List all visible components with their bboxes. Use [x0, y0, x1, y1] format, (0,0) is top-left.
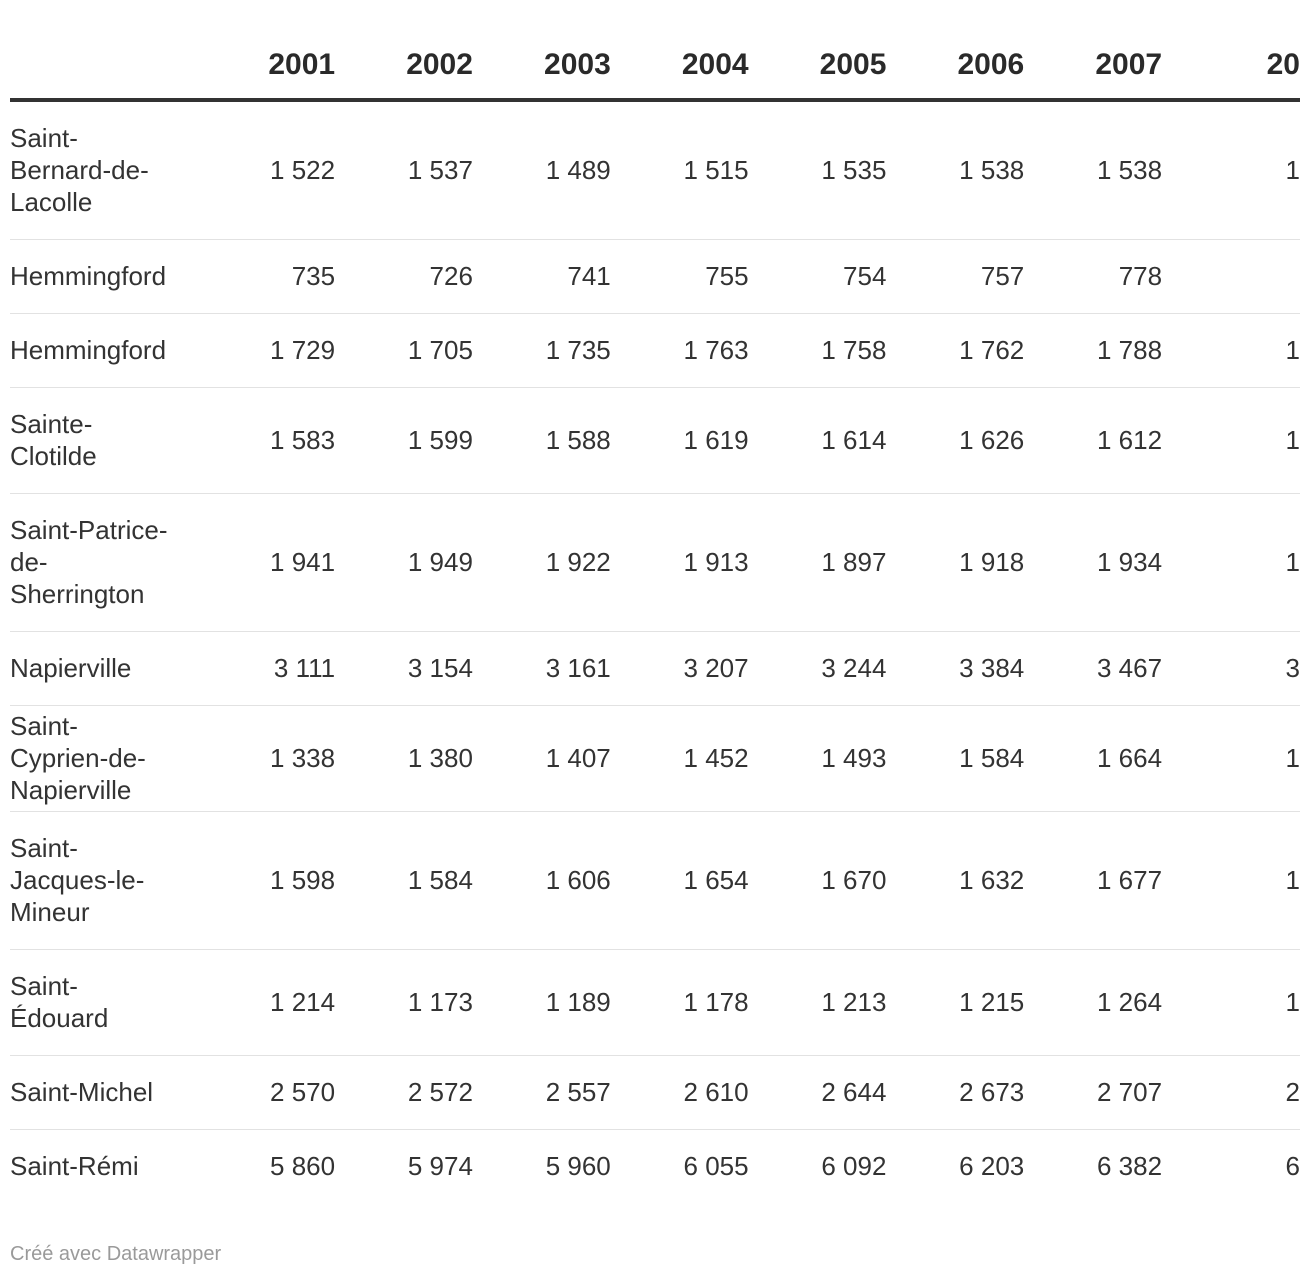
- population-value: 5 974: [407, 1151, 473, 1182]
- population-value: 755: [611, 239, 749, 313]
- population-value: 754: [749, 239, 887, 313]
- column-header-year: 2002: [335, 0, 473, 100]
- population-value: 1 918: [886, 493, 1024, 631]
- municipality-name: Saint-Patrice-de-Sherrington: [10, 493, 197, 631]
- population-value: 6 055: [683, 1151, 749, 1182]
- population-value: 2 557: [473, 1055, 611, 1129]
- population-value: 1 949: [335, 493, 473, 631]
- municipality-name: Saint-Jacques-le-Mineur: [10, 811, 197, 949]
- table-row: [10, 705, 1300, 811]
- population-value: 1 338: [197, 705, 335, 811]
- population-value: 1 584: [335, 811, 473, 949]
- population-value: 726: [335, 239, 473, 313]
- population-value: 1 264: [1024, 949, 1162, 1055]
- population-value: 1 612: [1024, 387, 1162, 493]
- population-value: 1 493: [749, 705, 887, 811]
- population-value: 3 244: [749, 631, 887, 705]
- column-header-year: 2003: [473, 0, 611, 100]
- header-row: [10, 0, 1300, 100]
- table-row: [10, 387, 1300, 493]
- table-row: [10, 811, 1300, 949]
- population-value: 1: [1162, 811, 1300, 949]
- population-value: 1 654: [611, 811, 749, 949]
- population-value: 741: [473, 239, 611, 313]
- column-header-year: 2005: [749, 0, 887, 100]
- datawrapper-credit[interactable]: Créé avec Datawrapper: [10, 1243, 222, 1265]
- population-value: 1 599: [335, 387, 473, 493]
- municipality-name: Saint-Édouard: [10, 949, 197, 1055]
- municipality-name: Saint-Michel: [10, 1055, 197, 1129]
- population-value: 1 705: [335, 313, 473, 387]
- population-value: 6 203: [959, 1151, 1025, 1182]
- population-table: [10, 0, 1300, 1203]
- population-value: 1 522: [197, 100, 335, 239]
- table-row: [10, 1129, 1300, 1203]
- population-value: 3 467: [1024, 631, 1162, 705]
- municipality-name: Saint-Bernard-de-Lacolle: [10, 100, 197, 239]
- population-value: 778: [1024, 239, 1162, 313]
- population-value: 1 598: [197, 811, 335, 949]
- column-header-municipality: [10, 0, 197, 100]
- municipality-name: Hemmingford: [10, 239, 197, 313]
- population-value: 1: [1162, 949, 1300, 1055]
- population-value: 1 189: [473, 949, 611, 1055]
- population-value: 1 213: [749, 949, 887, 1055]
- population-value: 1 538: [886, 100, 1024, 239]
- population-value: 1 626: [886, 387, 1024, 493]
- table-row: [10, 239, 1300, 313]
- population-value: 6 092: [821, 1151, 887, 1182]
- population-value: 5 960: [545, 1151, 611, 1182]
- population-value: 3 111: [197, 631, 335, 705]
- population-value: 1 758: [749, 313, 887, 387]
- population-value: 2 644: [749, 1055, 887, 1129]
- population-value: 3 384: [886, 631, 1024, 705]
- population-value: 1 670: [749, 811, 887, 949]
- column-header-year: 2006: [886, 0, 1024, 100]
- population-value: 1 922: [473, 493, 611, 631]
- population-value: 1: [1162, 493, 1300, 631]
- population-value: 1 584: [886, 705, 1024, 811]
- population-value: 5 860: [270, 1151, 336, 1182]
- population-value: 1 535: [749, 100, 887, 239]
- population-value: 1: [1162, 100, 1300, 239]
- population-value: 1 515: [611, 100, 749, 239]
- population-value: 1 588: [473, 387, 611, 493]
- population-value: 3 207: [611, 631, 749, 705]
- population-value: 1 632: [886, 811, 1024, 949]
- population-value: [1162, 239, 1300, 313]
- population-value: 1 489: [473, 100, 611, 239]
- population-value: 1 788: [1024, 313, 1162, 387]
- population-value: 2 673: [886, 1055, 1024, 1129]
- column-header-year: 20: [1162, 0, 1300, 100]
- population-value: 1 934: [1024, 493, 1162, 631]
- population-value: 1 215: [886, 949, 1024, 1055]
- population-value: 2 610: [611, 1055, 749, 1129]
- column-header-year: 2001: [197, 0, 335, 100]
- data-table-container[interactable]: [10, 0, 1300, 1203]
- population-value: 1 583: [197, 387, 335, 493]
- municipality-name: Saint-Cyprien-de-Napierville: [10, 705, 197, 811]
- population-value: 3 154: [335, 631, 473, 705]
- population-value: 1 407: [473, 705, 611, 811]
- municipality-name: Sainte-Clotilde: [10, 387, 197, 493]
- population-value: 3: [1162, 631, 1300, 705]
- population-value: 1 178: [611, 949, 749, 1055]
- table-row: [10, 631, 1300, 705]
- table-row: [10, 1055, 1300, 1129]
- population-value: 1 452: [611, 705, 749, 811]
- population-value: 735: [197, 239, 335, 313]
- population-value: 1 537: [335, 100, 473, 239]
- municipality-name: Hemmingford: [10, 313, 197, 387]
- table-row: [10, 100, 1300, 239]
- population-value: 1: [1162, 313, 1300, 387]
- table-row: [10, 493, 1300, 631]
- population-value: 1 897: [749, 493, 887, 631]
- population-value: 1 664: [1024, 705, 1162, 811]
- population-value: 1 380: [335, 705, 473, 811]
- table-row: [10, 313, 1300, 387]
- population-value: 3 161: [473, 631, 611, 705]
- municipality-name: Napierville: [10, 631, 197, 705]
- population-value: 1 538: [1024, 100, 1162, 239]
- population-value: 1 762: [886, 313, 1024, 387]
- municipality-name: Saint-Rémi: [10, 1151, 139, 1182]
- population-value: 1 941: [197, 493, 335, 631]
- population-value: 1 606: [473, 811, 611, 949]
- population-value: 1 173: [335, 949, 473, 1055]
- population-value: 1: [1162, 705, 1300, 811]
- population-value: 1 677: [1024, 811, 1162, 949]
- population-value: 1 735: [473, 313, 611, 387]
- population-value: 1 214: [197, 949, 335, 1055]
- population-value: 1 614: [749, 387, 887, 493]
- population-value: 6 382: [1097, 1151, 1163, 1182]
- table-row: [10, 949, 1300, 1055]
- table-body: [10, 100, 1300, 1203]
- population-value: 6: [1285, 1151, 1300, 1182]
- population-value: 1 729: [197, 313, 335, 387]
- population-value: 2 570: [197, 1055, 335, 1129]
- population-value: 1: [1162, 387, 1300, 493]
- population-value: 757: [886, 239, 1024, 313]
- population-value: 2 707: [1024, 1055, 1162, 1129]
- column-header-year: 2007: [1024, 0, 1162, 100]
- population-value: 1 913: [611, 493, 749, 631]
- population-value: 2 572: [335, 1055, 473, 1129]
- column-header-year: 2004: [611, 0, 749, 100]
- population-value: 1 619: [611, 387, 749, 493]
- population-value: 2: [1162, 1055, 1300, 1129]
- population-value: 1 763: [611, 313, 749, 387]
